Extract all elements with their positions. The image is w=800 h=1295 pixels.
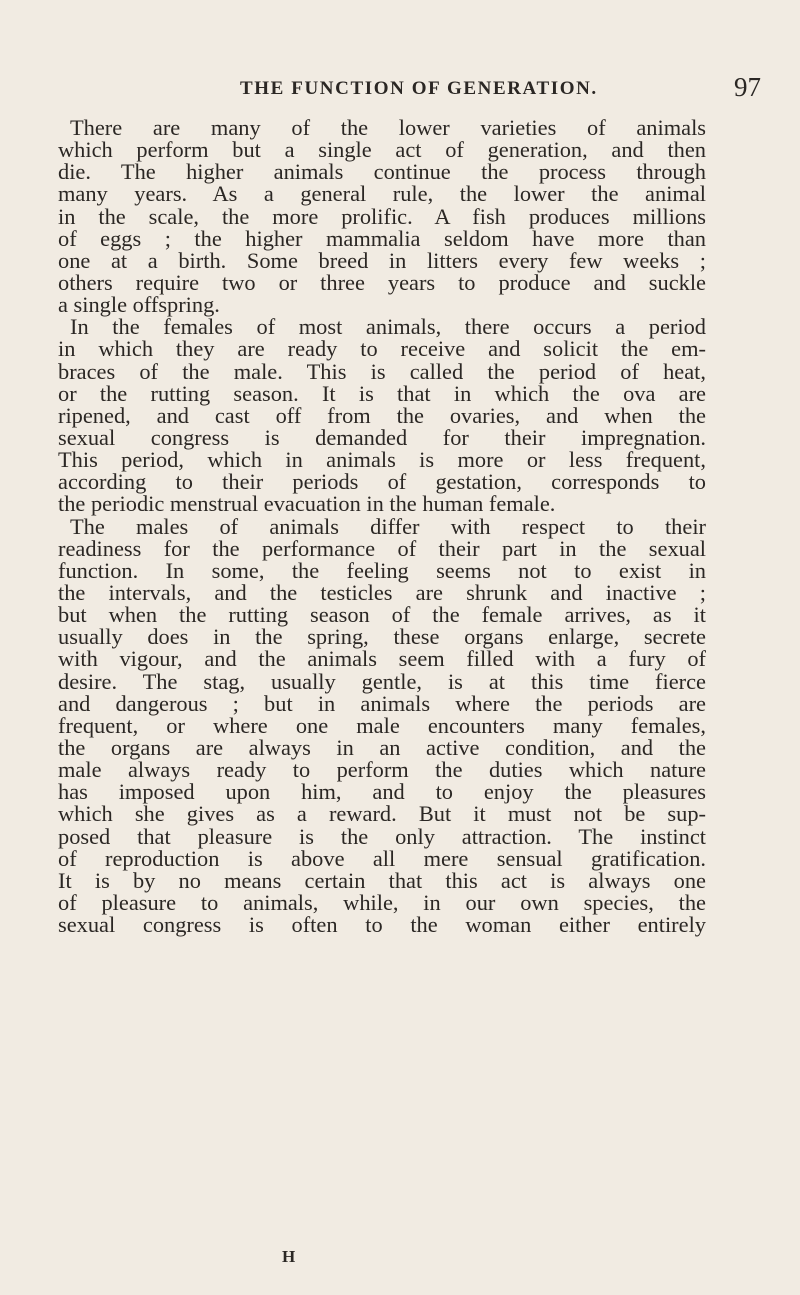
text-line: of eggs ; the higher mammalia seldom have more than [58,225,706,251]
text-line: has imposed upon him, and to enjoy the pleasures [58,779,706,805]
text-line: according to their periods of gestation, corresponds to [58,469,706,495]
text-line: which she gives as a reward. But it must not be sup- [58,801,706,827]
page-number: 97 [734,72,761,102]
text-line: of reproduction is above all mere sensual gratification. [58,845,706,871]
signature-mark: H [282,1247,296,1266]
body-text [58,117,706,936]
text-line: which perform but a single act of generation, and then [58,137,706,163]
text-line: There are many of the lower varieties of animals [70,115,706,140]
text-line: sexual congress is demanded for their impregnation. [58,424,706,450]
text-line: posed that pleasure is the only attraction. The instinct [58,823,706,849]
text-line: braces of the male. This is called the period of heat, [58,358,706,384]
running-head [0,70,800,104]
text-line: desire. The stag, usually gentle, is at this time fierce [58,668,706,694]
text-line: the organs are always in an active condition, and the [58,734,706,760]
text-line: usually does in the spring, these organs enlarge, secrete [58,624,706,650]
text-line: or the rutting season. It is that in which the ova are [58,380,706,406]
text-line: ripened, and cast off from the ovaries, and when the [58,402,706,428]
text-line: of pleasure to animals, while, in our own species, the [58,889,706,915]
text-line: frequent, or where one male encounters many females, [58,712,706,738]
text-line: in the scale, the more prolific. A fish produces millions [58,203,706,229]
text-line: the periodic menstrual evacuation in the human female. [58,491,556,517]
text-line: many years. As a general rule, the lower the animal [58,181,706,207]
text-line: This period, which in animals is more or less frequent, [58,447,706,473]
text-line: male always ready to perform the duties which nature [58,757,706,783]
text-line: sexual congress is often to the woman either entirely [58,912,706,938]
text-line: The males of animals differ with respect to their [70,513,706,539]
text-line: die. The higher animals continue the process through [58,159,706,185]
text-line: in which they are ready to receive and solicit the em- [58,336,706,362]
text-line: the intervals, and the testicles are shrunk and inactive ; [58,579,706,605]
text-line: others require two or three years to produce and suckle [58,269,706,295]
text-line: but when the rutting season of the female arrives, as it [58,602,706,628]
running-head-title: THE FUNCTION OF GENERATION. [240,78,598,99]
text-line: with vigour, and the animals seem filled with a fury of [58,646,706,672]
text-line: It is by no means certain that this act is always one [58,867,706,893]
text-line: In the females of most animals, there occurs a period [70,314,706,340]
text-line: readiness for the performance of their part in the sexual [58,535,706,561]
text-line: one at a birth. Some breed in litters every few weeks ; [58,247,706,273]
text-line: function. In some, the feeling seems not to exist in [58,557,706,583]
text-line: a single offspring. [58,292,220,318]
text-line: and dangerous ; but in animals where the periods are [58,690,706,716]
